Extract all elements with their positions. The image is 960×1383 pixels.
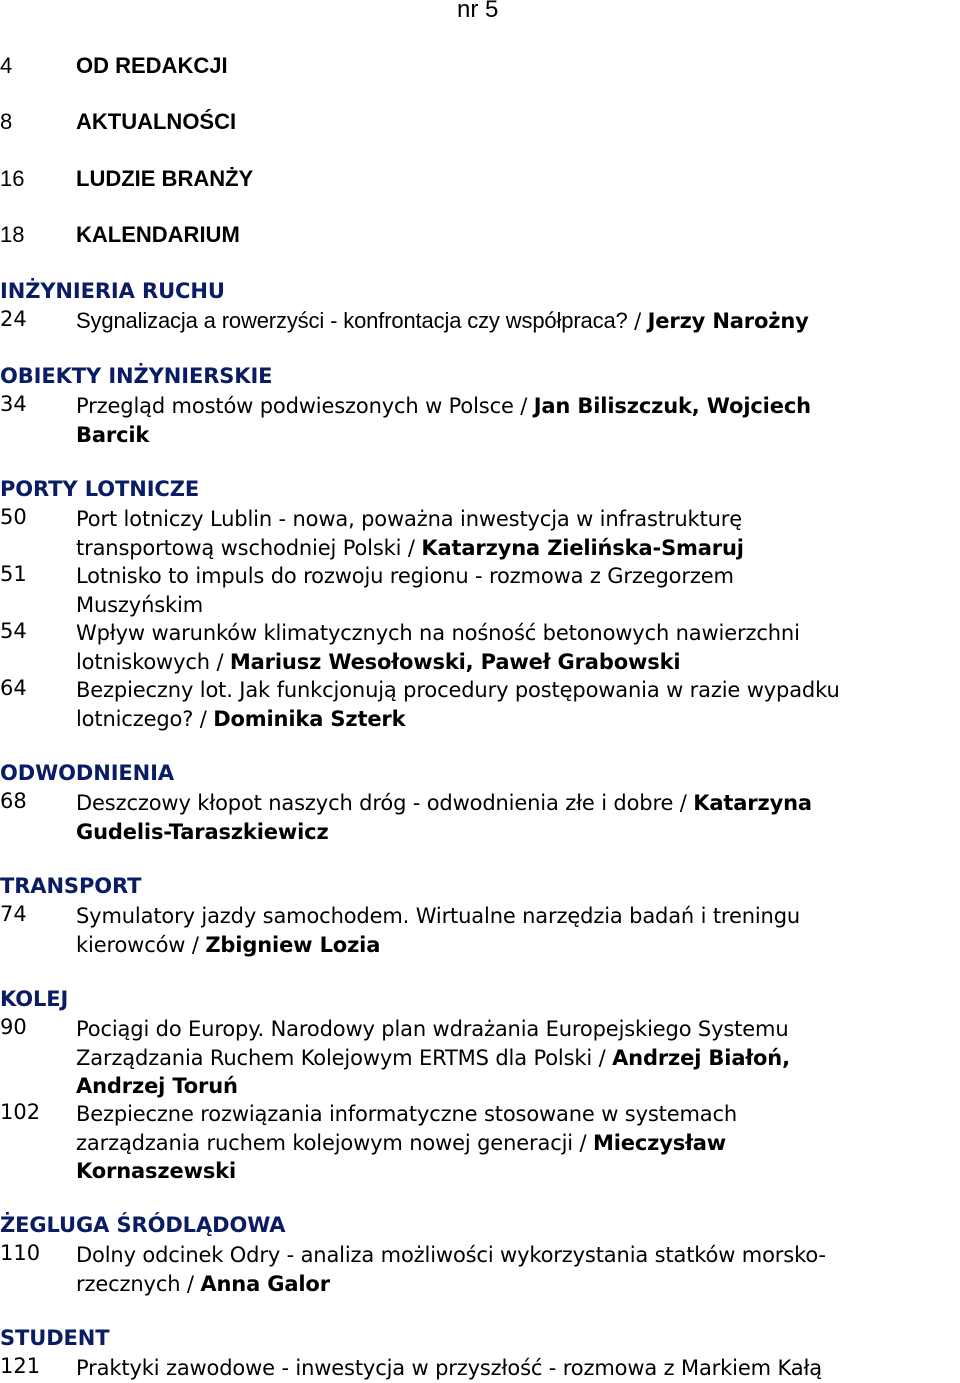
article-author: Gudelis-Taraszkiewicz (76, 819, 329, 844)
page-number: 18 (0, 222, 25, 247)
page-number: 90 (0, 1015, 27, 1039)
article-title: Praktyki zawodowe - inwestycja w przyszłość - rozmowa z Markiem Kałą (76, 1356, 822, 1380)
page-number: 50 (0, 505, 27, 529)
entry-title: KALENDARIUM (76, 222, 240, 247)
article-title: lotniskowych (76, 649, 210, 674)
page-number: 24 (0, 307, 27, 331)
article-title: kierowców (76, 932, 186, 957)
page-number: 74 (0, 902, 27, 926)
article-author: Katarzyna Zielińska-Smaruj (421, 535, 744, 560)
article-author: Jan Biliszczuk, Wojciech (533, 394, 811, 418)
article-title: Pociągi do Europy. Narodowy plan wdrażania Europejskiego Systemu (76, 1017, 789, 1041)
article-title: Muszyńskim (76, 592, 204, 617)
article-author: Zbigniew Lozia (205, 932, 381, 957)
separator: / (401, 535, 422, 560)
page-number: 102 (0, 1100, 41, 1124)
article-title: lotniczego? (76, 706, 194, 731)
separator: / (193, 706, 214, 731)
page-number: 68 (0, 789, 27, 813)
toc-entry[interactable] (0, 222, 960, 252)
page-number: 4 (0, 53, 13, 78)
section-heading: ŻEGLUGA ŚRÓDLĄDOWA (0, 1213, 286, 1237)
entry-title: AKTUALNOŚCI (76, 109, 237, 134)
article-title: Deszczowy kłopot naszych dróg - odwodnienia złe i dobre (76, 791, 674, 815)
page-number: 110 (0, 1241, 41, 1265)
article-author: Andrzej Białoń, (612, 1045, 790, 1070)
section-heading: KOLEJ (0, 987, 69, 1011)
article-author: Kornaszewski (76, 1159, 237, 1183)
page-number: 8 (0, 109, 13, 134)
page-number: 54 (0, 619, 27, 643)
section-heading: OBIEKTY INŻYNIERSKIE (0, 364, 273, 388)
article-title: Wpływ warunków klimatycznych na nośność betonowych nawierzchni (76, 621, 800, 645)
toc-entry[interactable] (0, 109, 960, 139)
separator: / (513, 394, 534, 418)
separator: / (180, 1271, 201, 1296)
article-title: rzecznych (76, 1271, 181, 1296)
page-number: 51 (0, 562, 27, 586)
article-title: Dolny odcinek Odry - analiza możliwości wykorzystania statków morsko- (76, 1243, 826, 1267)
toc-entry[interactable] (0, 166, 960, 196)
section-heading: PORTY LOTNICZE (0, 477, 200, 501)
article-author: Anna Galor (200, 1271, 330, 1296)
article-author: Andrzej Toruń (76, 1074, 238, 1098)
article-author: Mariusz Wesołowski, Paweł Grabowski (229, 649, 681, 674)
article-title: Symulatory jazdy samochodem. Wirtualne narzędzia badań i treningu (76, 904, 801, 928)
article-title: Sygnalizacja a rowerzyści - konfrontacja czy współpraca? (76, 308, 628, 333)
page-number: 121 (0, 1354, 41, 1378)
article-title: Port lotniczy Lublin - nowa, poważna inwestycja w infrastrukturę (76, 507, 742, 531)
article-title: zarządzania ruchem kolejowym nowej generacji (76, 1130, 573, 1155)
entry-title: LUDZIE BRANŻY (76, 166, 254, 191)
article-title: Lotnisko to impuls do rozwoju regionu - rozmowa z Grzegorzem (76, 564, 734, 588)
article-author: Barcik (76, 422, 150, 447)
article-author: Mieczysław (592, 1130, 727, 1155)
article-title: Bezpieczny lot. Jak funkcjonują procedury postępowania w razie wypadku (76, 678, 840, 702)
separator: / (592, 1045, 613, 1070)
article-author: Dominika Szterk (213, 706, 406, 731)
section-heading: STUDENT (0, 1326, 110, 1350)
article-author: Jerzy Narożny (647, 309, 809, 333)
section-heading: INŻYNIERIA RUCHU (0, 279, 225, 303)
section-heading: ODWODNIENIA (0, 761, 175, 785)
toc-entry[interactable] (0, 53, 960, 83)
page-number: 34 (0, 392, 27, 416)
article-title: transportową wschodniej Polski (76, 535, 402, 560)
page-number: 16 (0, 166, 25, 191)
entry-title: OD REDAKCJI (76, 53, 228, 78)
article-title: Przegląd mostów podwieszonych w Polsce (76, 394, 514, 418)
issue-number: nr 5 (457, 0, 499, 23)
article-title: Zarządzania Ruchem Kolejowym ERTMS dla Polski (76, 1045, 593, 1070)
separator: / (572, 1130, 593, 1155)
article-title: Bezpieczne rozwiązania informatyczne stosowane w systemach (76, 1102, 738, 1126)
separator: / (209, 649, 230, 674)
section-heading: TRANSPORT (0, 874, 142, 898)
page-number: 64 (0, 676, 27, 700)
separator: / (627, 309, 648, 333)
separator: / (185, 932, 206, 957)
separator: / (673, 791, 694, 815)
article-author: Katarzyna (693, 791, 812, 815)
